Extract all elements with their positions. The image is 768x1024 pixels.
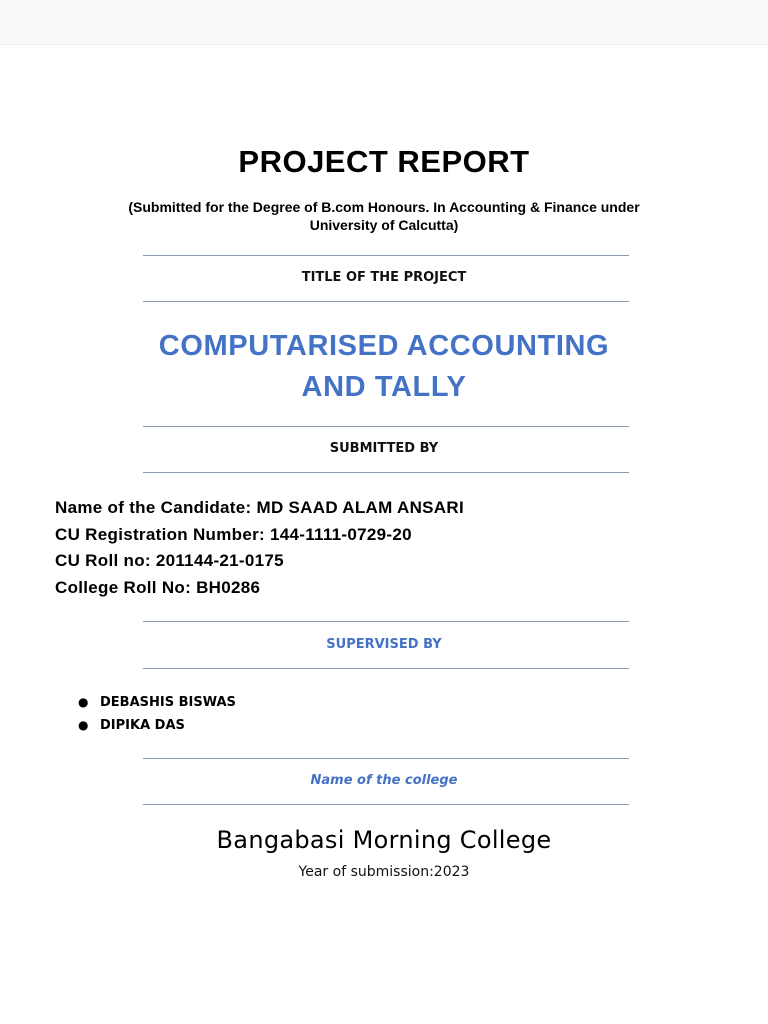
project-title-line-2: AND TALLY (301, 371, 467, 403)
report-title: PROJECT REPORT (238, 144, 530, 179)
viewer-top-bar (0, 0, 768, 45)
divider (143, 301, 629, 302)
divider (143, 426, 629, 427)
bullet-icon: ● (78, 718, 89, 732)
divider (143, 668, 629, 669)
project-title (0, 326, 768, 408)
divider (143, 804, 629, 805)
report-subtitle (100, 198, 668, 234)
supervised-by-label: SUPERVISED BY (326, 637, 442, 652)
submission-year: Year of submission:2023 (298, 864, 470, 880)
list-item (78, 691, 236, 714)
divider (143, 472, 629, 473)
college-name: Bangabasi Morning College (216, 826, 552, 854)
divider (143, 255, 629, 256)
subtitle-line-1: (Submitted for the Degree of B.com Honours. In Accounting & Finance under (128, 199, 640, 215)
list-item (78, 714, 236, 737)
subtitle-line-2: University of Calcutta) (309, 217, 459, 233)
college-label: Name of the college (310, 773, 458, 788)
cu-roll-number: CU Roll no: 201144-21-0175 (55, 551, 284, 570)
divider (143, 621, 629, 622)
supervisor-name: DEBASHIS BISWAS (100, 695, 236, 710)
supervisor-name: DIPIKA DAS (100, 718, 185, 733)
project-title-line-1: COMPUTARISED ACCOUNTING (158, 330, 610, 362)
college-roll-number: College Roll No: BH0286 (55, 577, 261, 597)
supervisor-list (78, 691, 236, 737)
registration-number: CU Registration Number: 144-1111-0729-20 (55, 524, 412, 544)
candidate-name: Name of the Candidate: MD SAAD ALAM ANSARI (55, 498, 464, 517)
bullet-icon: ● (78, 695, 89, 709)
submitted-by-label: SUBMITTED BY (329, 441, 439, 456)
title-of-project-label: TITLE OF THE PROJECT (301, 270, 467, 285)
candidate-details (55, 495, 464, 601)
divider (143, 758, 629, 759)
